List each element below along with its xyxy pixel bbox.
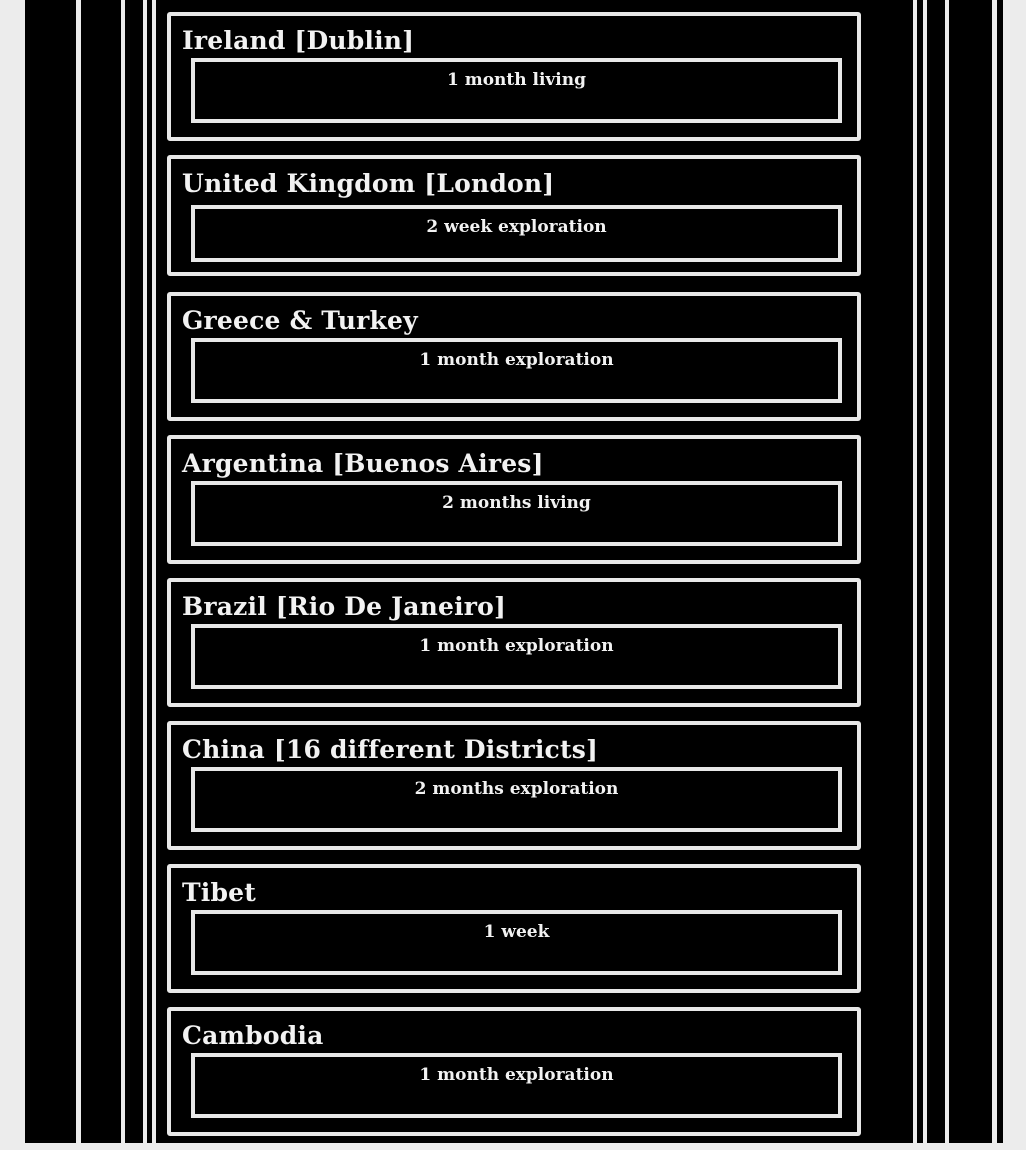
trip-duration: 1 month exploration <box>419 350 614 370</box>
decorative-stripe <box>143 0 147 1143</box>
trip-card <box>167 578 861 707</box>
decorative-stripe <box>76 0 81 1143</box>
trip-duration-box <box>191 767 842 832</box>
trip-card <box>167 155 861 276</box>
trip-duration: 1 month exploration <box>419 636 614 656</box>
trip-title: Tibet <box>182 878 257 907</box>
trip-duration: 1 month living <box>446 70 587 90</box>
decorative-stripe <box>913 0 917 1143</box>
trip-title: Cambodia <box>182 1021 324 1050</box>
trip-duration: 2 week exploration <box>426 217 607 237</box>
trip-title: Ireland [Dublin] <box>182 26 415 55</box>
trip-duration-box <box>191 1053 842 1118</box>
trip-card <box>167 292 861 421</box>
trip-title: United Kingdom [London] <box>182 169 555 198</box>
trip-card <box>167 864 861 993</box>
trip-duration-box <box>191 624 842 689</box>
decorative-stripe <box>945 0 949 1143</box>
trip-duration-box <box>191 338 842 403</box>
trip-card <box>167 12 861 141</box>
trip-title: Brazil [Rio De Janeiro] <box>182 592 507 621</box>
trip-duration-box <box>191 910 842 975</box>
trip-list <box>167 12 861 1150</box>
decorative-stripe <box>992 0 997 1143</box>
trip-title: Argentina [Buenos Aires] <box>182 449 544 478</box>
trip-card <box>167 721 861 850</box>
decorative-stripe <box>923 0 927 1143</box>
trip-duration: 2 months living <box>442 493 591 513</box>
trip-duration: 1 week <box>483 922 550 942</box>
trip-duration-box <box>191 58 842 123</box>
trip-card <box>167 435 861 564</box>
trip-duration-box <box>191 481 842 546</box>
decorative-stripe <box>121 0 125 1143</box>
trip-card <box>167 1007 861 1136</box>
trip-duration: 1 month exploration <box>419 1065 614 1085</box>
trip-title: Greece & Turkey <box>182 306 418 335</box>
trip-duration: 2 months exploration <box>414 779 619 799</box>
decorative-stripe <box>152 0 156 1143</box>
trip-duration-box <box>191 205 842 262</box>
trip-title: China [16 different Districts] <box>182 735 599 764</box>
